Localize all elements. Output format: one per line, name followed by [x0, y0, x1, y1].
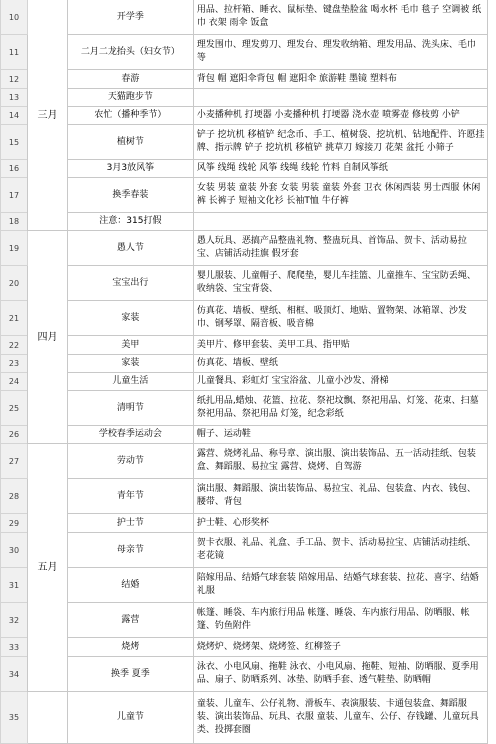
- festival-cell: 换季春装: [67, 178, 193, 213]
- festival-cell: 注意：315打假: [67, 213, 193, 231]
- products-cell: 贺卡衣服、礼品、礼盒、手工品、贺卡、活动易拉宝、店铺活动挂纸、老花镜: [193, 533, 488, 568]
- row-number: 32: [1, 603, 28, 638]
- table-row: [1, 514, 496, 533]
- table-row: [1, 107, 496, 125]
- products-cell: 仿真花、墙板、壁纸: [193, 355, 488, 373]
- festival-cell: 天猫跑步节: [67, 89, 193, 107]
- row-number: 27: [1, 444, 28, 479]
- row-number: 28: [1, 479, 28, 514]
- table-row: [1, 479, 496, 514]
- products-cell: 演出服、舞蹈服、演出装饰品、易拉宝、礼品、包装盒、内衣、钱包、腰带、背包: [193, 479, 488, 514]
- table-row: [1, 638, 496, 657]
- festival-cell: 3月3放风筝: [67, 160, 193, 178]
- table-row: [1, 355, 496, 373]
- table-row: [1, 657, 496, 692]
- products-cell: 铲子 挖坑机 移植铲 纪念币、手工、植树袋、挖坑机、钻地配件、许愿挂牌、指示牌 铲子 挖坑机 移植铲 挑草刀 嫁接刀 花架 盆托 小筛子: [193, 125, 488, 160]
- products-cell: 小麦播种机 打埂器 小麦播种机 打埂器 浇水壶 喷雾壶 修枝剪 小铲: [193, 107, 488, 125]
- table-row: [1, 0, 496, 35]
- festival-cell: 植树节: [67, 125, 193, 160]
- table-row: [1, 35, 496, 70]
- festival-cell: 儿童节: [67, 692, 193, 744]
- festival-cell: 宝宝出行: [67, 266, 193, 301]
- festival-cell: 结婚: [67, 568, 193, 603]
- table-row: [1, 603, 496, 638]
- festival-cell: 家装: [67, 301, 193, 336]
- row-number: 22: [1, 336, 28, 355]
- table-row: [1, 301, 496, 336]
- festival-cell: 烧烤: [67, 638, 193, 657]
- table-row: [1, 336, 496, 355]
- table-row: [1, 568, 496, 603]
- festival-cell: 青年节: [67, 479, 193, 514]
- festival-cell: 二月二龙抬头（妇女节）: [67, 35, 193, 70]
- row-number: 33: [1, 638, 28, 657]
- row-number: 26: [1, 426, 28, 444]
- festival-cell: 劳动节: [67, 444, 193, 479]
- festival-cell: 露营: [67, 603, 193, 638]
- products-cell: 护士鞋、心形奖杯: [193, 514, 488, 533]
- products-cell: 用品、拉杆箱、睡衣、鼠标垫、键盘垫脸盆 喝水杯 毛巾 毯子 空调被 纸巾 衣架 雨伞 饭盒: [193, 0, 488, 35]
- table-row: [1, 125, 496, 160]
- row-number: 13: [1, 89, 28, 107]
- products-cell: 理发围巾、理发剪刀、理发台、理发收纳箱、理发用品、洗头床、毛巾等: [193, 35, 488, 70]
- row-number: 17: [1, 178, 28, 213]
- row-number: 31: [1, 568, 28, 603]
- row-number: 23: [1, 355, 28, 373]
- row-number: 35: [1, 692, 28, 744]
- festival-cell: 学校春季运动会: [67, 426, 193, 444]
- month-cell-march: 三月: [27, 0, 67, 231]
- products-cell: 露营、烧烤礼品、称号章、演出服、演出装饰品、五一活动挂纸、包装盒、舞蹈服、易拉宝 露营、烧烤、自驾游: [193, 444, 488, 479]
- products-cell: 仿真花、墙板、壁纸、相框、吸顶灯、地贴、置物架、冰箱罩、沙发巾、钢琴罩、隔音板、吸音棉: [193, 301, 488, 336]
- row-number: 29: [1, 514, 28, 533]
- products-cell: 婴儿服装、儿童帽子、爬爬垫，婴儿车挂篮、儿童推车、宝宝防丢绳、收纳袋、宝宝背袋、: [193, 266, 488, 301]
- table-row: [1, 426, 496, 444]
- products-cell: 儿童餐具、彩虹灯 宝宝浴盆、儿童小沙发、滑梯: [193, 373, 488, 391]
- products-cell: 帐篷、睡袋、车内旅行用品 帐篷、睡袋、车内旅行用品、防晒服、帐篷、钓鱼附件: [193, 603, 488, 638]
- products-cell: 泳衣、小电风扇、拖鞋 泳衣、小电风扇、拖鞋、短袖、防晒服、夏季用品、扇子、防晒系列、冰垫、防晒手套、透气鞋垫、防晒帽: [193, 657, 488, 692]
- festival-cell: 儿童生活: [67, 373, 193, 391]
- row-number: 21: [1, 301, 28, 336]
- table-row: [1, 160, 496, 178]
- month-cell-empty: [27, 692, 67, 744]
- products-cell: 风筝 线绳 线轮 风筝 线绳 线轮 竹料 自制风筝纸: [193, 160, 488, 178]
- row-number: 19: [1, 231, 28, 266]
- products-cell: 童装、儿童车、公仔礼物、滑板车、表演服装、卡通包装盒、舞蹈服装、演出装饰品、玩具、衣服 童装、儿童车、公仔、存钱罐、儿童玩具类、投掷套圈: [193, 692, 488, 744]
- festival-cell: 清明节: [67, 391, 193, 426]
- products-cell: 烧烤炉、烧烤架、烧烤签、红柳签子: [193, 638, 488, 657]
- row-number: 30: [1, 533, 28, 568]
- festival-cell: 护士节: [67, 514, 193, 533]
- festival-cell: 开学季: [67, 0, 193, 35]
- festival-cell: 农忙（播种季节）: [67, 107, 193, 125]
- row-number: 11: [1, 35, 28, 70]
- products-cell: 背包 帽 遮阳伞背包 帽 遮阳伞 旅游鞋 墨镜 塑料布: [193, 70, 488, 89]
- products-cell: 纸扎用品,蜡烛、花篮、拉花、祭祀坟飘、祭祀用品、灯笼、花束、扫墓祭祀用品、祭祀用品 灯笼，纪念彩纸: [193, 391, 488, 426]
- products-cell: 美甲片、修甲套装、美甲工具、指甲贴: [193, 336, 488, 355]
- table-row: [1, 213, 496, 231]
- products-cell: 陪嫁用品、结婚气球套装 陪嫁用品、结婚气球套装、拉花、喜字、结婚礼服: [193, 568, 488, 603]
- table-row: [1, 89, 496, 107]
- row-number: 16: [1, 160, 28, 178]
- row-number: 10: [1, 0, 28, 35]
- products-cell: [193, 89, 488, 107]
- row-number: 24: [1, 373, 28, 391]
- row-number: 14: [1, 107, 28, 125]
- row-number: 34: [1, 657, 28, 692]
- row-number: 15: [1, 125, 28, 160]
- products-cell: 愚人玩具、恶搞产品整蛊礼物、整蛊玩具、首饰品、贺卡、活动易拉宝、店铺活动挂旗 假牙套: [193, 231, 488, 266]
- festival-cell: 换季 夏季: [67, 657, 193, 692]
- table-row: [1, 692, 496, 744]
- row-number: 12: [1, 70, 28, 89]
- festival-cell: 家装: [67, 355, 193, 373]
- products-cell: 帽子、运动鞋: [193, 426, 488, 444]
- table-row: [1, 178, 496, 213]
- festival-cell: 愚人节: [67, 231, 193, 266]
- month-cell-april: 四月: [27, 231, 67, 444]
- festival-cell: 母亲节: [67, 533, 193, 568]
- products-cell: 女装 男装 童装 外套 女装 男装 童装 外套 卫衣 休闲西装 男士西服 休闲裤 长裤子 短袖文化衫 长袖T恤 牛仔裤: [193, 178, 488, 213]
- table-row: [1, 533, 496, 568]
- month-cell-may: 五月: [27, 444, 67, 692]
- table-row: [1, 231, 496, 266]
- spacer-column: [488, 0, 496, 744]
- festival-cell: 春游: [67, 70, 193, 89]
- table-row: [1, 391, 496, 426]
- row-number: 20: [1, 266, 28, 301]
- products-cell: [193, 213, 488, 231]
- table-row: [1, 70, 496, 89]
- table-row: [1, 266, 496, 301]
- table-row: [1, 373, 496, 391]
- row-number: 18: [1, 213, 28, 231]
- row-number: 25: [1, 391, 28, 426]
- festival-cell: 美甲: [67, 336, 193, 355]
- table-row: [1, 444, 496, 479]
